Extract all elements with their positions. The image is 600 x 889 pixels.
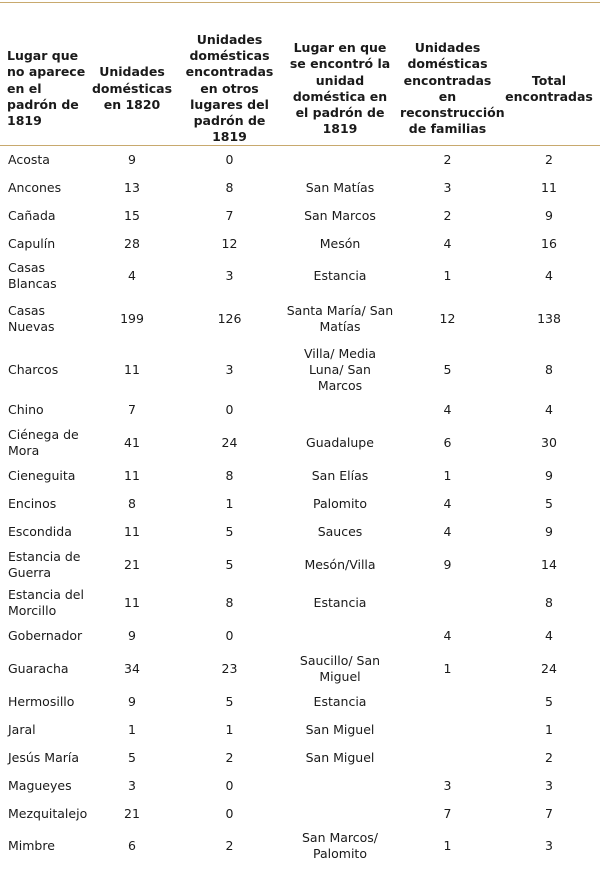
cell-place-found: [283, 772, 397, 800]
cell-units-1820: 28: [124, 235, 140, 251]
cell-units-1820: 9: [128, 152, 136, 168]
table-row: [0, 202, 600, 230]
cell-units-1820: 34: [124, 660, 140, 676]
cell-units-found-elsewhere: 8: [225, 594, 234, 610]
cell-total-found: 14: [541, 556, 557, 572]
cell-total-found: 8: [545, 361, 553, 377]
cell-place-found: Estancia: [313, 693, 367, 709]
cell-units-found-elsewhere: 12: [221, 235, 238, 251]
cell-units-reconstruction: 1: [443, 267, 452, 283]
cell-units-found-elsewhere: 7: [225, 207, 234, 223]
cell-total-found: 1: [545, 721, 553, 737]
cell-units-1820: 21: [124, 556, 140, 572]
cell-place: Encinos: [8, 495, 57, 511]
cell-total-found: 2: [545, 152, 553, 168]
cell-units-reconstruction: 9: [443, 556, 452, 572]
cell-place: Charcos: [8, 361, 59, 377]
cell-units-found-elsewhere: 5: [225, 523, 234, 539]
cell-place: Cañada: [8, 207, 56, 223]
cell-units-1820: 199: [120, 310, 144, 326]
table-row: [0, 744, 600, 772]
cell-place: Gobernador: [8, 627, 83, 643]
cell-place: Jaral: [8, 721, 36, 737]
table-row: [0, 490, 600, 518]
cell-total-found: 11: [541, 179, 557, 195]
cell-units-reconstruction: 4: [443, 235, 452, 251]
table-row: [0, 230, 600, 258]
header-total-found: Total encontradas: [498, 32, 600, 146]
cell-units-reconstruction: [397, 744, 498, 772]
cell-total-found: 16: [541, 235, 557, 251]
cell-total-found: 9: [545, 523, 553, 539]
cell-units-reconstruction: 1: [443, 837, 452, 853]
table-row: [0, 424, 600, 462]
cell-place-found: [283, 800, 397, 828]
cell-units-reconstruction: 4: [443, 523, 452, 539]
cell-units-found-elsewhere: 0: [225, 777, 234, 793]
cell-total-found: 9: [545, 207, 553, 223]
table-row: [0, 344, 600, 396]
cell-units-reconstruction: 4: [443, 401, 452, 417]
table-row: [0, 716, 600, 744]
cell-units-reconstruction: [397, 716, 498, 744]
cell-units-reconstruction: 2: [443, 152, 452, 168]
table-row: [0, 294, 600, 344]
cell-place-found: San Miguel: [305, 721, 375, 737]
cell-place: Estancia de Guerra: [8, 548, 81, 580]
cell-units-reconstruction: [397, 688, 498, 716]
cell-place-found: San Marcos/ Palomito: [301, 829, 379, 861]
header-place-found: Lugar en que se encontró la unidad doméstica en el padrón de 1819: [283, 32, 397, 146]
cell-place-found: Estancia: [313, 594, 367, 610]
table-row: [0, 584, 600, 622]
cell-place: Hermosillo: [8, 693, 75, 709]
cell-place: Acosta: [8, 152, 50, 168]
cell-place: Escondida: [8, 523, 72, 539]
table-body: [0, 146, 600, 864]
cell-units-1820: 7: [128, 401, 136, 417]
cell-total-found: 4: [545, 267, 553, 283]
cell-units-1820: 5: [128, 749, 136, 765]
cell-total-found: 3: [545, 837, 553, 853]
cell-place: Mimbre: [8, 837, 55, 853]
cell-place-found: Saucillo/ San Miguel: [299, 652, 381, 684]
table-row: [0, 396, 600, 424]
cell-units-found-elsewhere: 2: [225, 837, 234, 853]
cell-units-found-elsewhere: 3: [225, 361, 234, 377]
cell-place: Ancones: [8, 179, 62, 195]
cell-units-1820: 21: [124, 805, 140, 821]
cell-place-found: San Matías: [305, 179, 375, 195]
table-row: [0, 828, 600, 864]
cell-total-found: 4: [545, 401, 553, 417]
cell-place: Jesús María: [8, 749, 80, 765]
cell-units-found-elsewhere: 0: [225, 627, 234, 643]
cell-units-found-elsewhere: 8: [225, 179, 234, 195]
cell-total-found: 24: [541, 660, 557, 676]
table-row: [0, 622, 600, 650]
cell-place-found: Villa/ Media Luna/ San Marcos: [303, 345, 377, 393]
cell-place-found: Mesón/Villa: [304, 556, 376, 572]
cell-place: Mezquitalejo: [8, 805, 88, 821]
cell-units-found-elsewhere: 1: [225, 495, 234, 511]
cell-place-found: Mesón: [319, 235, 361, 251]
top-rule: [0, 2, 600, 3]
cell-place: Casas Nuevas: [8, 302, 55, 334]
cell-units-1820: 3: [128, 777, 136, 793]
cell-place-found: San Miguel: [305, 749, 375, 765]
table-row: [0, 546, 600, 584]
cell-place-found: Santa María/ San Matías: [286, 302, 394, 334]
cell-units-found-elsewhere: 0: [225, 805, 234, 821]
cell-units-found-elsewhere: 23: [221, 660, 238, 676]
cell-units-found-elsewhere: 1: [225, 721, 234, 737]
cell-total-found: 3: [545, 777, 553, 793]
cell-total-found: 138: [537, 310, 561, 326]
cell-units-found-elsewhere: 5: [225, 556, 234, 572]
cell-units-1820: 1: [128, 721, 136, 737]
cell-units-reconstruction: 6: [443, 434, 452, 450]
cell-units-1820: 41: [124, 434, 140, 450]
cell-place: Cieneguita: [8, 467, 76, 483]
cell-place: Ciénega de Mora: [8, 426, 79, 458]
table-row: [0, 650, 600, 688]
cell-units-reconstruction: 4: [443, 627, 452, 643]
cell-units-found-elsewhere: 2: [225, 749, 234, 765]
cell-units-1820: 8: [128, 495, 136, 511]
cell-units-1820: 9: [128, 627, 136, 643]
cell-units-reconstruction: 4: [443, 495, 452, 511]
cell-total-found: 9: [545, 467, 553, 483]
cell-total-found: 5: [545, 693, 553, 709]
cell-total-found: 7: [545, 805, 553, 821]
cell-units-found-elsewhere: 8: [225, 467, 234, 483]
header-place-missing: Lugar que no aparece en el padrón de 1819: [0, 32, 88, 146]
cell-units-found-elsewhere: 126: [217, 310, 242, 326]
cell-units-reconstruction: 5: [443, 361, 452, 377]
cell-units-1820: 4: [128, 267, 136, 283]
cell-place: Casas Blancas: [8, 259, 57, 291]
cell-units-reconstruction: 1: [443, 660, 452, 676]
cell-place: Estancia del Morcillo: [8, 586, 84, 618]
table-row: [0, 772, 600, 800]
cell-units-1820: 9: [128, 693, 136, 709]
table-row: [0, 518, 600, 546]
cell-units-reconstruction: 2: [443, 207, 452, 223]
cell-units-1820: 11: [124, 523, 140, 539]
header-row: [0, 32, 600, 146]
cell-place-found: [283, 146, 397, 174]
cell-units-reconstruction: 12: [439, 310, 456, 326]
table-row: [0, 688, 600, 716]
cell-place: Magueyes: [8, 777, 72, 793]
header-units-1820: Unidades domésticas en 1820: [88, 32, 176, 146]
cell-place: Capulín: [8, 235, 56, 251]
cell-total-found: 30: [541, 434, 557, 450]
table-row: [0, 800, 600, 828]
cell-total-found: 2: [545, 749, 553, 765]
cell-units-found-elsewhere: 3: [225, 267, 234, 283]
cell-place-found: San Marcos: [304, 207, 376, 223]
cell-place-found: Palomito: [313, 495, 367, 511]
cell-total-found: 5: [545, 495, 553, 511]
cell-place-found: [283, 622, 397, 650]
header-units-reconstruction: Unidades domésticas encontradas en reconstrucción de familias: [397, 32, 498, 146]
cell-place: Chino: [8, 401, 44, 417]
cell-units-reconstruction: 3: [443, 777, 452, 793]
cell-units-reconstruction: 7: [443, 805, 452, 821]
cell-units-reconstruction: 1: [443, 467, 452, 483]
cell-units-found-elsewhere: 0: [225, 152, 234, 168]
cell-place-found: [283, 396, 397, 424]
cell-place-found: San Elías: [311, 467, 369, 483]
cell-units-found-elsewhere: 5: [225, 693, 234, 709]
cell-units-found-elsewhere: 24: [221, 434, 238, 450]
cell-units-1820: 15: [124, 207, 140, 223]
table-row: [0, 146, 600, 174]
cell-place-found: Sauces: [317, 523, 363, 539]
cell-place-found: Estancia: [313, 267, 367, 283]
table-row: [0, 174, 600, 202]
cell-units-reconstruction: 3: [443, 179, 452, 195]
cell-units-1820: 11: [124, 467, 140, 483]
cell-total-found: 8: [545, 594, 553, 610]
table-row: [0, 462, 600, 490]
cell-units-1820: 11: [124, 361, 140, 377]
header-units-found-elsewhere: Unidades domésticas encontradas en otros lugares del padrón de 1819: [176, 32, 283, 146]
cell-units-1820: 6: [128, 837, 136, 853]
cell-units-1820: 11: [124, 594, 140, 610]
cell-total-found: 4: [545, 627, 553, 643]
cell-units-found-elsewhere: 0: [225, 401, 234, 417]
table-row: [0, 258, 600, 294]
cell-place-found: Guadalupe: [306, 434, 374, 450]
household-table: [0, 32, 600, 864]
cell-units-1820: 13: [124, 179, 140, 195]
cell-place: Guaracha: [8, 660, 69, 676]
cell-units-reconstruction: [397, 584, 498, 622]
